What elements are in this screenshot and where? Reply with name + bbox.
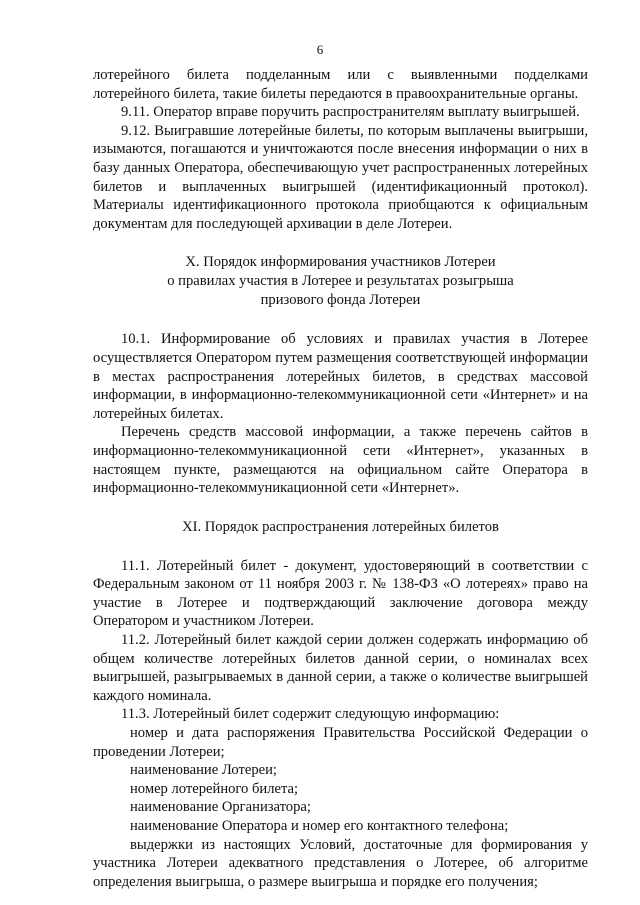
section-xi-heading: XI. Порядок распространения лотерейных билетов (182, 518, 499, 535)
section-x-heading (93, 253, 588, 310)
list-item: наименование Организатора; (130, 799, 311, 816)
list-item: номер и дата распоряжения Правительства Российской Федерации о проведении Лотереи; (93, 725, 588, 760)
page-number: 6 (316, 42, 324, 57)
list-item: номер лотерейного билета; (130, 780, 299, 797)
paragraph-11-2: 11.2. Лотерейный билет каждой серии должен содержать информацию об общем количестве лотерейных билетов данной серии, о номиналах всех выигрышей, разыгрываемых в данной серии, а также о количестве выигрышей каждого номинала. (93, 632, 588, 704)
paragraph-11-1: 11.1. Лотерейный билет - документ, удостоверяющий в соответствии с Федеральным законом от 11 ноября 2003 г. № 138-ФЗ «О лотереях» право на участие в Лотерее и подтверждающий заключение договора между Оператором и участником Лотереи. (93, 557, 588, 630)
list-item: наименование Лотереи; (130, 762, 277, 779)
section-x-heading-line: о правилах участия в Лотерее и результатах розыгрыша (167, 273, 514, 290)
paragraph-9-12: 9.12. Выигравшие лотерейные билеты, по которым выплачены выигрыши, изымаются, погашаются и уничтожаются после внесения информации о них в базу данных Оператора, обеспечивающую учет распространенных лотерейных билетов и выплаченных выигрышей (идентификационный протокол). Материалы идентификационного протокола приобщаются к официальным документам для последующей архивации в деле Лотереи. (93, 122, 588, 232)
list-item: наименование Оператора и номер его контактного телефона; (130, 818, 509, 834)
section-x-heading-line: призового фонда Лотереи (260, 292, 421, 309)
paragraph-10-1: 10.1. Информирование об условиях и правилах участия в Лотерее осуществляется Оператором путем размещения соответствующей информации в местах распространения лотерейных билетов, в средствах массовой информации, в информационно-телекоммуникационной сети «Интернет» и на лотерейных билетах. (93, 331, 588, 422)
paragraph-11-3: 11.3. Лотерейный билет содержит следующую информацию: (121, 706, 500, 723)
section-x-heading-line: X. Порядок информирования участников Лотереи (185, 254, 496, 271)
paragraph-continuation: лотерейного билета подделанным или с выявленными подделками лотерейного билета, такие билеты передаются в правоохранительные органы. (93, 67, 588, 102)
list-item: выдержки из настоящих Условий, достаточные для формирования у участника Лотереи адекватного представления о Лотерее, об алгоритме определения выигрыша, о размере выигрыша и порядке его получения; (93, 836, 588, 890)
paragraph-9-11: 9.11. Оператор вправе поручить распространителям выплату выигрышей. (121, 104, 580, 121)
paragraph-media-list: Перечень средств массовой информации, а также перечень сайтов в информационно-телекоммуникационной сети «Интернет», указанных в настоящем пункте, размещаются на официальном сайте Оператора в информационно-телекоммуникационной сети «Интернет». (93, 424, 588, 497)
document-body (93, 66, 588, 891)
